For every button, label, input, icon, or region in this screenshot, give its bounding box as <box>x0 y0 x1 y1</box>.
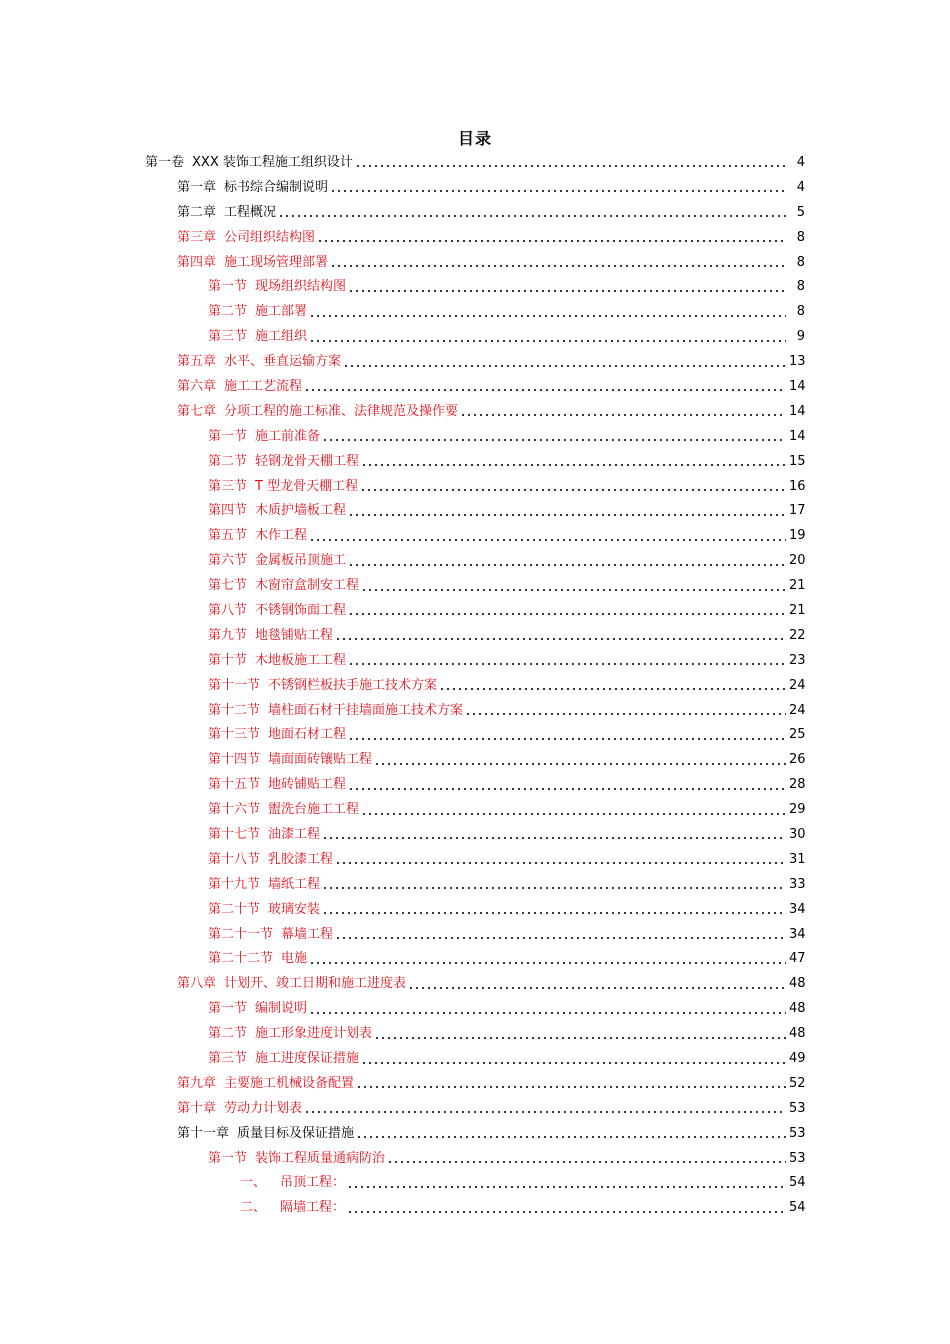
dot-leader <box>348 779 786 791</box>
toc-page-number: 54 <box>789 1175 806 1191</box>
toc-entry-number: 第二十二节 <box>208 951 274 967</box>
toc-entry-label <box>145 156 353 169</box>
dot-leader <box>347 1177 786 1189</box>
toc-entry-text: 主要施工机械设备配置 <box>224 1075 355 1091</box>
toc-entry-label <box>208 330 307 343</box>
toc-entry[interactable] <box>0 374 950 399</box>
toc-entry-text: 墙面面砖镶贴工程 <box>268 752 373 768</box>
toc-page-number: 53 <box>789 1150 806 1166</box>
toc-entry-text: 地砖铺贴工程 <box>268 777 347 793</box>
toc-entry-number: 第一节 <box>208 1001 248 1017</box>
toc-entry-text: 施工现场管理部署 <box>224 254 329 270</box>
toc-entry[interactable] <box>0 971 950 996</box>
dot-leader <box>356 1127 786 1139</box>
dot-leader <box>335 853 786 865</box>
toc-entry-number: 第九节 <box>208 627 248 643</box>
toc-entry-text: 不锈钢栏板扶手施工技术方案 <box>268 677 438 693</box>
toc-entry-number: 一、 <box>240 1175 267 1191</box>
toc-entry-number: 第二十节 <box>208 901 261 917</box>
toc-entry-number: 第六节 <box>208 553 248 569</box>
toc-entry-label <box>208 455 359 468</box>
dot-leader <box>408 978 786 990</box>
toc-entry-text: 木质护墙板工程 <box>255 503 347 519</box>
toc-entry-text: 墙柱面石材干挂墙面施工技术方案 <box>268 702 464 718</box>
toc-entry-number: 第二节 <box>208 304 248 320</box>
toc-page-number: 21 <box>789 602 806 618</box>
toc-entry-text: 木作工程 <box>255 528 308 544</box>
dot-leader <box>309 530 786 542</box>
toc-page-number: 8 <box>796 304 805 320</box>
dot-leader <box>278 206 786 218</box>
toc-entry-number: 第四章 <box>177 254 217 270</box>
toc-entry[interactable] <box>0 1046 950 1071</box>
toc-entry-text: 施工前准备 <box>255 428 321 444</box>
toc-entry-number: 第十八节 <box>208 851 261 867</box>
toc-entry-label <box>208 1002 307 1015</box>
toc-entry-label <box>208 679 437 692</box>
toc-entry-text: 水平、垂直运输方案 <box>224 354 342 370</box>
toc-page-number: 16 <box>789 478 806 494</box>
toc-entry-number: 第四节 <box>208 503 248 519</box>
dot-leader <box>361 1053 786 1065</box>
toc-entry-label <box>208 554 346 567</box>
toc-entry-label <box>208 778 346 791</box>
toc-entry-label <box>177 231 315 244</box>
toc-entry-label <box>208 280 346 293</box>
toc-entry-text: 木地板施工工程 <box>255 652 347 668</box>
toc-entry-label <box>177 405 458 418</box>
dot-leader <box>304 1102 786 1114</box>
toc-entry[interactable] <box>0 573 950 598</box>
toc-entry-label <box>177 977 406 990</box>
toc-entry-number: 第一节 <box>208 428 248 444</box>
toc-entry[interactable] <box>0 424 950 449</box>
toc-page-number: 53 <box>789 1100 806 1116</box>
toc-entry[interactable] <box>0 1071 950 1096</box>
toc-page-number: 21 <box>789 578 806 594</box>
toc-entry[interactable] <box>0 673 950 698</box>
toc-entry-number: 第二章 <box>177 204 217 220</box>
toc-entry-text: 地毯铺贴工程 <box>255 627 334 643</box>
toc-entry-label <box>177 1077 354 1090</box>
toc-page-number: 19 <box>789 528 806 544</box>
toc-page-number: 14 <box>789 428 806 444</box>
toc-page-number: 8 <box>796 254 805 270</box>
toc-entry-text: 乳胶漆工程 <box>268 851 334 867</box>
dot-leader <box>347 1202 786 1214</box>
toc-entry[interactable] <box>0 200 950 225</box>
toc-entry[interactable] <box>0 772 950 797</box>
toc-entry-text: 施工组织 <box>255 329 308 345</box>
toc-entry-label <box>208 430 320 443</box>
toc-entry[interactable] <box>0 1146 950 1171</box>
toc-entry-text: 电施 <box>281 951 308 967</box>
toc-page-number: 48 <box>789 976 806 992</box>
toc-entry-number: 第二节 <box>208 453 248 469</box>
toc-page-number: 15 <box>789 453 806 469</box>
toc-entry-label <box>208 654 346 667</box>
toc-entry[interactable] <box>0 449 950 474</box>
toc-entry-text: 分项工程的施工标准、法律规范及操作要 <box>224 403 459 419</box>
toc-entry-text: 木窗帘盒制安工程 <box>255 578 360 594</box>
toc-page-number: 31 <box>789 851 806 867</box>
toc-entry-text: 劳动力计划表 <box>224 1100 303 1116</box>
dot-leader <box>335 629 786 641</box>
dot-leader <box>343 356 786 368</box>
toc-entry-number: 第十章 <box>177 1100 217 1116</box>
toc-entry-number: 第七节 <box>208 578 248 594</box>
toc-page-number: 48 <box>789 1026 806 1042</box>
toc-entry-text: 墙纸工程 <box>268 876 321 892</box>
toc-entry-number: 第十九节 <box>208 876 261 892</box>
toc-page-number: 25 <box>789 727 806 743</box>
toc-entry[interactable] <box>0 1171 950 1196</box>
table-of-contents <box>0 150 950 1220</box>
toc-entry[interactable] <box>0 175 950 200</box>
toc-page-number: 14 <box>789 378 806 394</box>
toc-page-number: 28 <box>789 777 806 793</box>
toc-entry-text: 工程概况 <box>224 204 277 220</box>
toc-entry-text: 幕墙工程 <box>281 926 334 942</box>
toc-entry[interactable] <box>0 1021 950 1046</box>
toc-page-number: 8 <box>796 229 805 245</box>
dot-leader <box>387 1152 786 1164</box>
toc-entry-label <box>208 903 320 916</box>
toc-entry-label <box>240 1201 345 1214</box>
dot-leader <box>309 331 786 343</box>
toc-entry-text: 油漆工程 <box>268 826 321 842</box>
toc-entry-number: 第十节 <box>208 652 248 668</box>
toc-entry-label <box>208 753 372 766</box>
toc-entry-label <box>208 728 346 741</box>
toc-entry-text: 现场组织结构图 <box>255 279 347 295</box>
toc-entry-number: 第三节 <box>208 478 248 494</box>
toc-entry[interactable] <box>0 225 950 250</box>
toc-page-number: 4 <box>796 154 805 170</box>
toc-entry[interactable] <box>0 399 950 424</box>
toc-entry-number: 第一章 <box>177 179 217 195</box>
toc-entry-number: 第十七节 <box>208 826 261 842</box>
toc-page-number: 8 <box>796 279 805 295</box>
toc-entry[interactable] <box>0 797 950 822</box>
toc-page-number: 29 <box>789 802 806 818</box>
dot-leader <box>348 729 786 741</box>
toc-entry-label <box>208 1027 372 1040</box>
toc-entry-number: 第五章 <box>177 354 217 370</box>
toc-entry[interactable] <box>0 872 950 897</box>
toc-entry[interactable] <box>0 548 950 573</box>
toc-entry-number: 第二节 <box>208 1026 248 1042</box>
toc-entry-text: 隔墙工程： <box>280 1200 346 1216</box>
toc-entry[interactable] <box>0 150 950 175</box>
toc-entry-text: XXX 装饰工程施工组织设计 <box>192 154 353 170</box>
dot-leader <box>348 604 786 616</box>
toc-entry[interactable] <box>0 623 950 648</box>
toc-entry-text: 地面石材工程 <box>268 727 347 743</box>
dot-leader <box>335 928 786 940</box>
toc-entry[interactable] <box>0 250 950 275</box>
dot-leader <box>322 430 786 442</box>
toc-entry-text: 编制说明 <box>255 1001 308 1017</box>
toc-entry-text: 轻钢龙骨天棚工程 <box>255 453 360 469</box>
toc-entry-text: 施工进度保证措施 <box>255 1051 360 1066</box>
toc-entry-label <box>177 355 341 368</box>
toc-entry-label <box>208 928 333 941</box>
toc-entry-text: 金属板吊顶施工 <box>255 553 347 569</box>
dot-leader <box>348 505 786 517</box>
toc-entry[interactable] <box>0 1096 950 1121</box>
toc-entry-label <box>208 1152 385 1165</box>
toc-page-number: 5 <box>796 204 805 220</box>
toc-entry-number: 第十一节 <box>208 677 261 693</box>
dot-leader <box>322 878 786 890</box>
toc-entry-text: 吊顶工程： <box>280 1175 346 1191</box>
toc-entry[interactable] <box>0 1121 950 1146</box>
toc-entry-number: 第十四节 <box>208 752 261 768</box>
page-title: 目录 <box>457 129 492 148</box>
toc-entry[interactable] <box>0 648 950 673</box>
toc-entry-number: 二、 <box>240 1200 267 1216</box>
toc-entry[interactable] <box>0 474 950 499</box>
toc-entry-number: 第十五节 <box>208 777 261 793</box>
toc-page-number: 52 <box>789 1075 806 1091</box>
toc-page-number: 13 <box>789 354 806 370</box>
toc-entry-label <box>208 579 359 592</box>
toc-entry-text: 标书综合编制说明 <box>224 179 329 195</box>
dot-leader <box>374 754 786 766</box>
toc-page-number: 9 <box>796 329 805 345</box>
toc-entry-label <box>177 256 328 269</box>
toc-entry-number: 第十六节 <box>208 802 261 818</box>
dot-leader <box>330 256 786 268</box>
dot-leader <box>361 455 786 467</box>
toc-entry-text: 装饰工程质量通病防治 <box>255 1150 386 1166</box>
toc-entry[interactable] <box>0 822 950 847</box>
dot-leader <box>309 1003 786 1015</box>
toc-entry-label <box>208 629 333 642</box>
toc-entry-number: 第八章 <box>177 976 217 992</box>
toc-entry-label <box>208 529 307 542</box>
toc-page-number: 54 <box>789 1200 806 1216</box>
dot-leader <box>374 1028 786 1040</box>
toc-entry-number: 第九章 <box>177 1075 217 1091</box>
toc-page-number: 34 <box>789 926 806 942</box>
toc-entry-text: 质量目标及保证措施 <box>237 1125 355 1141</box>
toc-page-number: 53 <box>789 1125 806 1141</box>
toc-entry-number: 第三节 <box>208 329 248 345</box>
toc-entry[interactable] <box>0 598 950 623</box>
toc-entry-number: 第七章 <box>177 403 217 419</box>
toc-entry[interactable] <box>0 722 950 747</box>
toc-entry-text: 计划开、竣工日期和施工进度表 <box>224 976 407 992</box>
toc-entry-number: 第十二节 <box>208 702 261 718</box>
toc-entry-label <box>177 1127 354 1140</box>
toc-entry-label <box>208 704 463 717</box>
toc-page-number: 48 <box>789 1001 806 1017</box>
toc-entry[interactable] <box>0 349 950 374</box>
toc-entry-number: 第五节 <box>208 528 248 544</box>
toc-page-number: 4 <box>796 179 805 195</box>
toc-entry-label <box>208 1052 359 1065</box>
toc-page-number: 24 <box>789 702 806 718</box>
toc-page-number: 47 <box>789 951 806 967</box>
toc-entry-number: 第三章 <box>177 229 217 245</box>
dot-leader <box>322 903 786 915</box>
toc-page-number: 23 <box>789 652 806 668</box>
toc-entry[interactable] <box>0 847 950 872</box>
toc-entry-label <box>177 1102 302 1115</box>
toc-entry-label <box>208 504 346 517</box>
toc-entry-number: 第八节 <box>208 602 248 618</box>
toc-page-number: 14 <box>789 403 806 419</box>
toc-entry[interactable] <box>0 747 950 772</box>
dot-leader <box>361 804 786 816</box>
dot-leader <box>361 580 786 592</box>
toc-page-number: 34 <box>789 901 806 917</box>
toc-entry-number: 第二十一节 <box>208 926 274 942</box>
dot-leader <box>355 156 786 168</box>
toc-page-number: 49 <box>789 1051 806 1066</box>
toc-entry[interactable] <box>0 299 950 324</box>
toc-entry-label <box>240 1176 345 1189</box>
dot-leader <box>348 654 786 666</box>
toc-entry-label <box>208 604 346 617</box>
toc-page-number: 24 <box>789 677 806 693</box>
toc-entry[interactable] <box>0 947 950 972</box>
toc-entry-text: 不锈钢饰面工程 <box>255 602 347 618</box>
toc-entry[interactable] <box>0 274 950 299</box>
dot-leader <box>317 231 786 243</box>
toc-entry[interactable] <box>0 922 950 947</box>
toc-entry-label <box>177 380 302 393</box>
toc-entry-text: 盥洗台施工工程 <box>268 802 360 818</box>
toc-page-number: 33 <box>789 876 806 892</box>
dot-leader <box>304 380 786 392</box>
dot-leader <box>309 953 786 965</box>
toc-entry-label <box>177 181 328 194</box>
toc-entry-text: T 型龙骨天棚工程 <box>255 478 359 494</box>
dot-leader <box>348 555 786 567</box>
toc-entry[interactable] <box>0 498 950 523</box>
toc-entry-text: 公司组织结构图 <box>224 229 316 245</box>
toc-entry[interactable] <box>0 1195 950 1220</box>
toc-entry-label <box>208 480 358 493</box>
toc-page-number: 22 <box>789 627 806 643</box>
toc-entry-number: 第十三节 <box>208 727 261 743</box>
toc-entry-number: 第一卷 <box>145 154 185 170</box>
toc-entry-number: 第一节 <box>208 279 248 295</box>
toc-entry[interactable] <box>0 698 950 723</box>
dot-leader <box>465 704 786 716</box>
toc-entry-label <box>208 803 359 816</box>
toc-entry-text: 施工工艺流程 <box>224 378 303 394</box>
toc-page-number: 17 <box>789 503 806 519</box>
toc-entry-label <box>208 305 307 318</box>
toc-entry-label <box>208 828 320 841</box>
dot-leader <box>439 679 786 691</box>
toc-entry-text: 施工形象进度计划表 <box>255 1026 373 1042</box>
dot-leader <box>322 828 786 840</box>
toc-entry-number: 第十一章 <box>177 1125 230 1141</box>
toc-entry-text: 玻璃安装 <box>268 901 321 917</box>
dot-leader <box>360 480 786 492</box>
toc-page-number: 30 <box>789 826 806 842</box>
toc-entry[interactable] <box>0 324 950 349</box>
toc-entry-label <box>208 853 333 866</box>
dot-leader <box>330 181 786 193</box>
toc-page-number: 20 <box>789 553 806 569</box>
toc-entry[interactable] <box>0 996 950 1021</box>
toc-entry-number: 第六章 <box>177 378 217 394</box>
toc-entry-label <box>208 878 320 891</box>
toc-entry-label <box>208 952 307 965</box>
toc-page-number: 26 <box>789 752 806 768</box>
dot-leader <box>309 306 786 318</box>
dot-leader <box>348 281 786 293</box>
toc-entry[interactable] <box>0 523 950 548</box>
toc-entry-text: 施工部署 <box>255 304 308 320</box>
toc-entry[interactable] <box>0 897 950 922</box>
toc-entry-number: 第一节 <box>208 1150 248 1166</box>
toc-entry-label <box>177 206 276 219</box>
toc-entry-number: 第三节 <box>208 1051 248 1066</box>
dot-leader <box>356 1077 786 1089</box>
dot-leader <box>460 405 786 417</box>
